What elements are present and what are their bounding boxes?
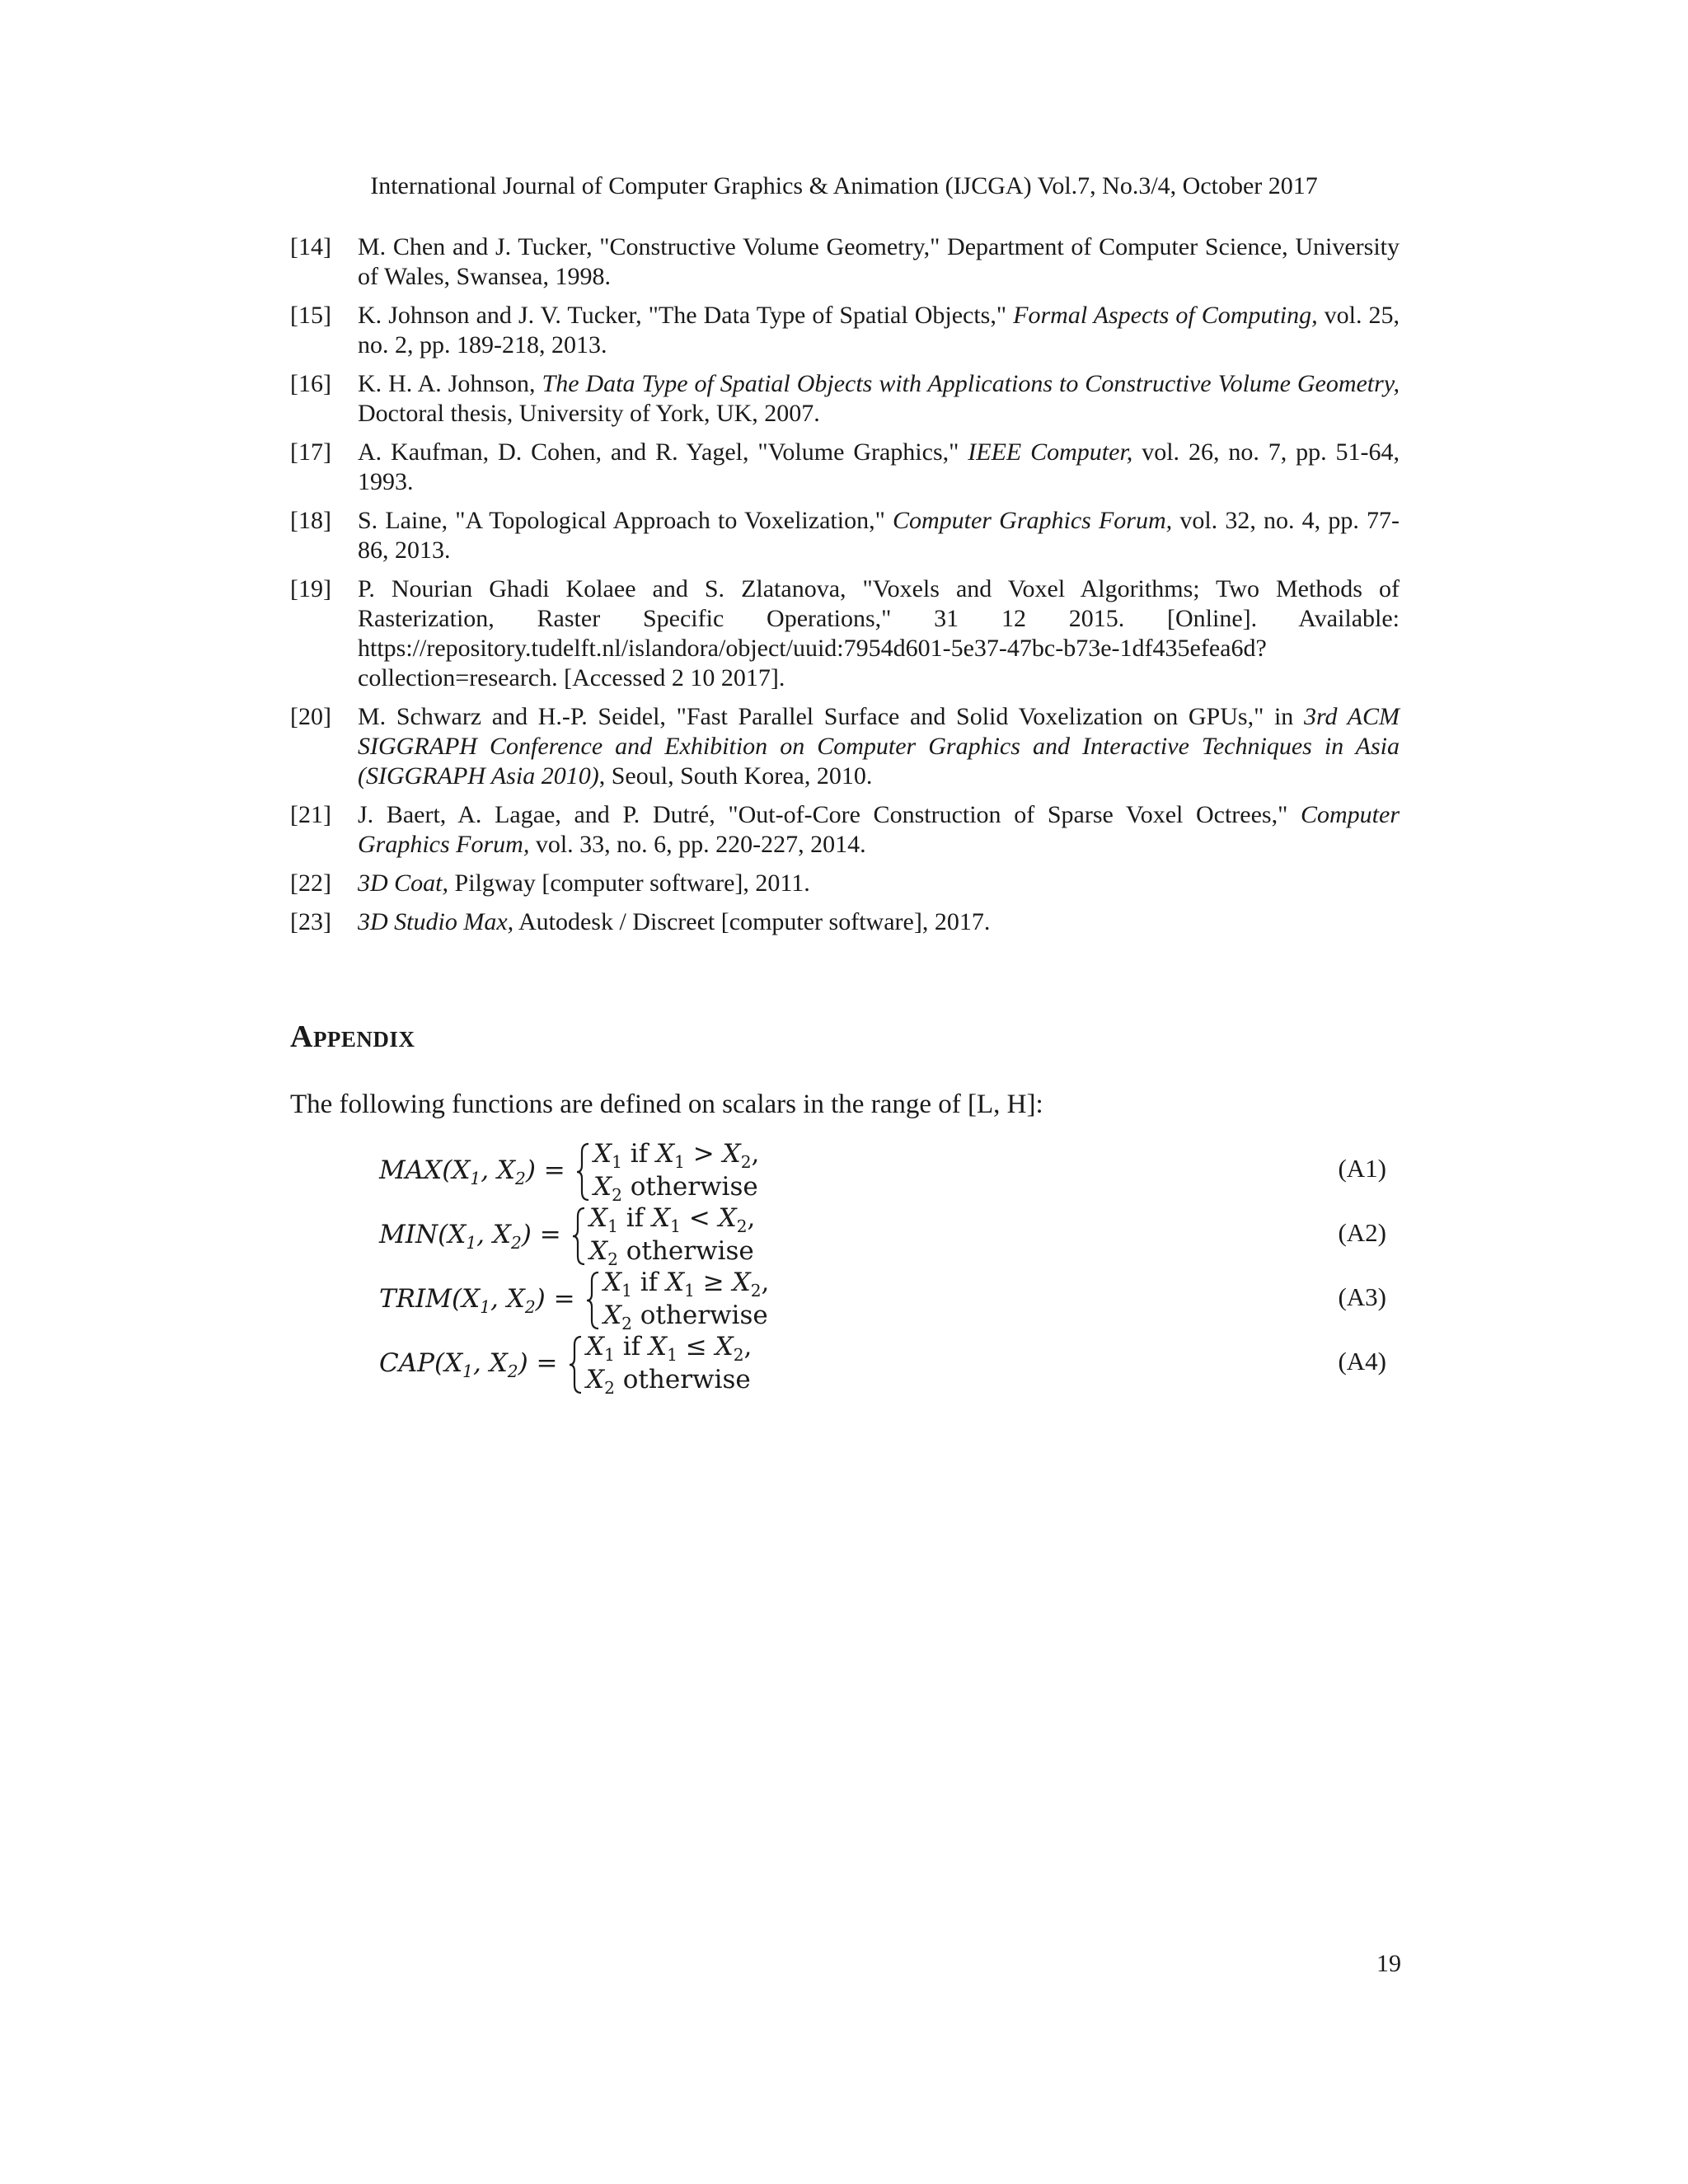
reference-plain-text: Pilgway [computer software], 2011. [448,869,810,897]
reference-text [358,506,1400,565]
reference-text [358,907,1400,937]
reference-item [290,438,1400,497]
reference-number: [20] [290,703,331,730]
equation-cases [603,1266,769,1332]
equation-number: (A3) [1338,1282,1386,1311]
reference-number: [17] [290,438,331,466]
equation-lhs: $TRIM(X_1$, $X_2$) = [379,1284,575,1318]
equation-number: (A4) [1338,1347,1386,1376]
reference-plain-text: , Seoul, South Korea, 2010. [598,762,873,790]
left-brace-icon [575,1141,592,1203]
reference-plain-text: Autodesk / Discreet [computer software], 2017. [513,908,991,935]
reference-italic-text: Formal Aspects of Computing, [1013,302,1318,329]
reference-plain-text: vol. 32, no. 4, pp. 77-86, 2013. [358,507,1400,564]
case-otherwise: $X_2$ otherwise [593,1172,758,1206]
function-name: MIN [379,1220,438,1249]
reference-item [290,369,1400,429]
function-name: TRIM [379,1284,452,1314]
reference-text [358,869,1400,898]
reference-number: [21] [290,801,331,828]
reference-italic-text: 3rd ACM SIGGRAPH Conference and Exhibition on Computer Graphics and Interactive Techniques in Asia (SIGGRAPH Asia 2010) [358,703,1400,790]
reference-number: [19] [290,575,331,602]
case-otherwise: $X_2$ otherwise [586,1365,751,1399]
case-condition: $X_1$ if $X_1 \ge X_2$, [603,1268,770,1301]
reference-italic-text: 3D Studio Max, [358,908,514,935]
reference-plain-text: P. Nourian Ghadi Kolaee and S. Zlatanova, "Voxels and Voxel Algorithms; Two Methods of Rasterization, Raster Specific Operations," 31 12 2015. [Online]. Available: https://repository.tudelft.nl/islandora/object/uuid:7954d601-5e37-47bc-b73e-1df435efea6d?collection=research. [Accessed 2 10 2017]. [358,575,1400,691]
equation-number: (A2) [1338,1218,1386,1247]
appendix-intro: The following functions are defined on scalars in the range of [L, H]: [290,1090,1043,1119]
equation-cap [379,1332,1401,1399]
reference-plain-text: J. Baert, A. Lagae, and P. Dutré, "Out-of-Core Construction of Sparse Voxel Octrees," [358,801,1301,828]
reference-item [290,301,1400,360]
comparison-operator: ≤ [685,1332,707,1361]
reference-number: [14] [290,233,331,260]
left-brace-icon [585,1269,602,1332]
case-otherwise: $X_2$ otherwise [589,1236,754,1270]
reference-plain-text: vol. 25, no. 2, pp. 189-218, 2013. [358,302,1400,359]
reference-item [290,800,1400,860]
reference-item [290,869,1400,898]
reference-item [290,702,1400,791]
equation-cases [586,1330,753,1399]
reference-list [290,232,1400,946]
reference-italic-text: Computer Graphics Forum, [358,801,1400,858]
equation-min [379,1205,1401,1268]
appendix-heading: Appendix [290,1019,415,1054]
reference-text [358,438,1400,497]
reference-plain-text: Doctoral thesis, University of York, UK, 2007. [358,400,820,427]
reference-plain-text: K. Johnson and J. V. Tucker, "The Data Type of Spatial Objects," [358,302,1014,329]
reference-number: [18] [290,507,331,534]
reference-italic-text: IEEE Computer, [968,438,1133,466]
reference-item [290,574,1400,693]
reference-plain-text: K. H. A. Johnson, [358,370,542,397]
case-condition: $X_1$ if $X_1 > X_2$, [593,1139,760,1173]
reference-number: [23] [290,908,331,935]
equation-trim [379,1269,1401,1332]
function-name: MAX [379,1155,443,1185]
reference-item [290,907,1400,937]
running-header: International Journal of Computer Graphics & Animation (IJCGA) Vol.7, No.3/4, October 2017 [370,172,1318,199]
otherwise-word: otherwise [622,1365,751,1394]
comparison-operator: > [692,1139,715,1169]
equation-number: (A1) [1338,1154,1386,1183]
case-condition: $X_1$ if $X_1 \le X_2$, [586,1332,753,1366]
equation-lhs: $CAP(X_1$, $X_2$) = [379,1348,558,1382]
reference-plain-text: vol. 26, no. 7, pp. 51-64, 1993. [358,438,1400,495]
reference-italic-text: Computer Graphics Forum, [892,507,1173,534]
reference-plain-text: S. Laine, "A Topological Approach to Voxelization," [358,507,893,534]
page-number: 19 [1376,1950,1401,1977]
equation-max [379,1139,1401,1206]
reference-text [358,232,1400,292]
comparison-operator: ≥ [702,1268,724,1297]
equation-cases [593,1137,760,1206]
reference-item [290,232,1400,292]
comparison-operator: < [688,1203,710,1233]
reference-italic-text: The Data Type of Spatial Objects with Applications to Constructive Volume Geometry, [542,370,1400,397]
reference-text [358,369,1400,429]
otherwise-word: otherwise [626,1236,754,1266]
equation-lhs: $MIN(X_1$, $X_2$) = [379,1220,561,1254]
reference-item [290,506,1400,565]
otherwise-word: otherwise [640,1301,768,1330]
reference-plain-text: M. Chen and J. Tucker, "Constructive Volume Geometry," Department of Computer Science, University of Wales, Swansea, 1998. [358,233,1400,290]
left-brace-icon [571,1205,588,1268]
reference-plain-text: M. Schwarz and H.-P. Seidel, "Fast Parallel Surface and Solid Voxelization on GPUs," in [358,703,1304,730]
reference-text [358,301,1400,360]
otherwise-word: otherwise [630,1172,758,1202]
reference-text [358,702,1400,791]
reference-number: [22] [290,869,331,897]
reference-plain-text: A. Kaufman, D. Cohen, and R. Yagel, "Volume Graphics," [358,438,968,466]
reference-plain-text: vol. 33, no. 6, pp. 220-227, 2014. [529,831,866,858]
reference-text [358,800,1400,860]
case-condition: $X_1$ if $X_1 < X_2$, [589,1203,756,1237]
case-otherwise: $X_2$ otherwise [603,1301,768,1334]
function-name: CAP [379,1348,434,1378]
reference-text [358,574,1400,693]
equation-lhs: $MAX(X_1$, $X_2$) = [379,1155,565,1189]
reference-number: [16] [290,370,331,397]
left-brace-icon [568,1333,584,1396]
equation-cases [589,1202,755,1268]
reference-number: [15] [290,302,331,329]
reference-italic-text: 3D Coat, [358,869,449,897]
